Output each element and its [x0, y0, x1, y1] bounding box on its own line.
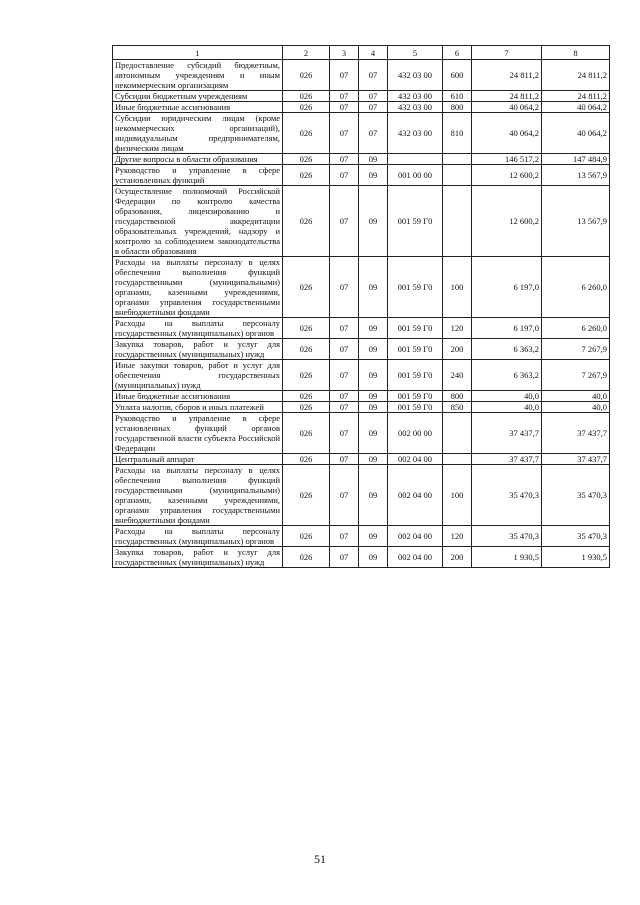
table-row — [113, 91, 610, 102]
expense-type-cell: 600 — [443, 60, 472, 91]
row-name-cell: Руководство и управление в сфере установленных функций — [113, 165, 283, 186]
ministry-code-cell: 026 — [283, 454, 330, 465]
column-header: 3 — [330, 46, 359, 60]
section-code-cell: 07 — [330, 413, 359, 454]
row-name-cell: Руководство и управление в сфере установленных функций органов государственной власти субъекта Российской Федерации — [113, 413, 283, 454]
target-item-cell: 002 04 00 — [388, 547, 443, 568]
subsection-code-cell: 09 — [359, 318, 388, 339]
ministry-code-cell: 026 — [283, 60, 330, 91]
ministry-code-cell: 026 — [283, 391, 330, 402]
ministry-code-cell: 026 — [283, 102, 330, 113]
ministry-code-cell: 026 — [283, 402, 330, 413]
section-code-cell: 07 — [330, 165, 359, 186]
expense-type-cell: 800 — [443, 391, 472, 402]
amount-year2-cell: 147 484,9 — [542, 154, 610, 165]
amount-year2-cell: 6 260,0 — [542, 318, 610, 339]
ministry-code-cell: 026 — [283, 165, 330, 186]
table-row — [113, 391, 610, 402]
subsection-code-cell: 09 — [359, 339, 388, 360]
amount-year1-cell: 35 470,3 — [472, 465, 542, 526]
amount-year2-cell: 40,0 — [542, 402, 610, 413]
amount-year2-cell: 7 267,9 — [542, 339, 610, 360]
amount-year1-cell: 1 930,5 — [472, 547, 542, 568]
ministry-code-cell: 026 — [283, 257, 330, 318]
expense-type-cell: 810 — [443, 113, 472, 154]
column-header: 4 — [359, 46, 388, 60]
row-name-cell: Осуществление полномочий Российской Федерации по контролю качества образования, лицензированию и государственной аккредитации образовательных учреждений, надзору и контролю за соблюдением законодательства в области образования — [113, 186, 283, 257]
budget-table — [112, 45, 610, 568]
section-code-cell: 07 — [330, 60, 359, 91]
amount-year1-cell: 24 811,2 — [472, 60, 542, 91]
table-row — [113, 257, 610, 318]
amount-year1-cell: 35 470,3 — [472, 526, 542, 547]
ministry-code-cell: 026 — [283, 339, 330, 360]
section-code-cell: 07 — [330, 257, 359, 318]
row-name-cell: Предоставление субсидий бюджетным, автономным учреждениям и иным некоммерческим организациям — [113, 60, 283, 91]
row-name-cell: Расходы на выплаты персоналу в целях обеспечения выполнения функций государственными (муниципальными) органами, казенными учреждениями, органами управления государственными внебюджетными фондами — [113, 257, 283, 318]
section-code-cell: 07 — [330, 454, 359, 465]
table-row — [113, 339, 610, 360]
amount-year1-cell: 40,0 — [472, 402, 542, 413]
expense-type-cell: 200 — [443, 547, 472, 568]
amount-year1-cell: 37 437,7 — [472, 454, 542, 465]
amount-year2-cell: 7 267,9 — [542, 360, 610, 391]
target-item-cell: 432 03 00 — [388, 60, 443, 91]
amount-year2-cell: 35 470,3 — [542, 465, 610, 526]
amount-year1-cell: 40,0 — [472, 391, 542, 402]
subsection-code-cell: 09 — [359, 526, 388, 547]
target-item-cell: 001 59 Г0 — [388, 257, 443, 318]
table-row — [113, 526, 610, 547]
subsection-code-cell: 09 — [359, 413, 388, 454]
column-header: 1 — [113, 46, 283, 60]
amount-year2-cell: 40 064,2 — [542, 113, 610, 154]
amount-year2-cell: 40 064,2 — [542, 102, 610, 113]
amount-year2-cell: 40,0 — [542, 391, 610, 402]
subsection-code-cell: 09 — [359, 360, 388, 391]
row-name-cell: Расходы на выплаты персоналу в целях обеспечения выполнения функций государственными (муниципальными) органами, казенными учреждениями, органами управления государственными внебюджетными фондами — [113, 465, 283, 526]
subsection-code-cell: 09 — [359, 257, 388, 318]
row-name-cell: Другие вопросы в области образования — [113, 154, 283, 165]
ministry-code-cell: 026 — [283, 360, 330, 391]
amount-year1-cell: 6 197,0 — [472, 318, 542, 339]
subsection-code-cell: 07 — [359, 113, 388, 154]
expense-type-cell: 800 — [443, 102, 472, 113]
amount-year1-cell: 6 363,2 — [472, 360, 542, 391]
expense-type-cell: 100 — [443, 257, 472, 318]
expense-type-cell — [443, 186, 472, 257]
table-row — [113, 547, 610, 568]
section-code-cell: 07 — [330, 402, 359, 413]
section-code-cell: 07 — [330, 526, 359, 547]
section-code-cell: 07 — [330, 547, 359, 568]
amount-year1-cell: 37 437,7 — [472, 413, 542, 454]
expense-type-cell: 200 — [443, 339, 472, 360]
row-name-cell: Центральный аппарат — [113, 454, 283, 465]
row-name-cell: Расходы на выплаты персоналу государственных (муниципальных) органов — [113, 318, 283, 339]
target-item-cell: 002 04 00 — [388, 526, 443, 547]
section-code-cell: 07 — [330, 360, 359, 391]
amount-year1-cell: 6 197,0 — [472, 257, 542, 318]
section-code-cell: 07 — [330, 186, 359, 257]
expense-type-cell: 120 — [443, 526, 472, 547]
row-name-cell: Субсидии бюджетным учреждениям — [113, 91, 283, 102]
subsection-code-cell: 09 — [359, 465, 388, 526]
amount-year2-cell: 37 437,7 — [542, 454, 610, 465]
table-row — [113, 318, 610, 339]
row-name-cell: Уплата налогов, сборов и иных платежей — [113, 402, 283, 413]
subsection-code-cell: 07 — [359, 91, 388, 102]
target-item-cell: 432 03 00 — [388, 113, 443, 154]
ministry-code-cell: 026 — [283, 413, 330, 454]
subsection-code-cell: 07 — [359, 60, 388, 91]
target-item-cell: 001 59 Г0 — [388, 339, 443, 360]
target-item-cell: 001 59 Г0 — [388, 391, 443, 402]
row-name-cell: Субсидии юридическим лицам (кроме некоммерческих организаций), индивидуальным предпринимателям, физическим лицам — [113, 113, 283, 154]
table-body — [113, 60, 610, 568]
column-header: 7 — [472, 46, 542, 60]
amount-year2-cell: 24 811,2 — [542, 60, 610, 91]
amount-year1-cell: 12 600,2 — [472, 165, 542, 186]
section-code-cell: 07 — [330, 318, 359, 339]
section-code-cell: 07 — [330, 465, 359, 526]
row-name-cell: Иные бюджетные ассигнования — [113, 102, 283, 113]
column-header: 6 — [443, 46, 472, 60]
expense-type-cell — [443, 165, 472, 186]
expense-type-cell — [443, 413, 472, 454]
expense-type-cell: 850 — [443, 402, 472, 413]
row-name-cell: Закупка товаров, работ и услуг для государственных (муниципальных) нужд — [113, 547, 283, 568]
table-row — [113, 413, 610, 454]
table-row — [113, 113, 610, 154]
amount-year2-cell: 24 811,2 — [542, 91, 610, 102]
target-item-cell — [388, 154, 443, 165]
table-row — [113, 454, 610, 465]
target-item-cell: 002 04 00 — [388, 465, 443, 526]
ministry-code-cell: 026 — [283, 113, 330, 154]
ministry-code-cell: 026 — [283, 547, 330, 568]
table-header-row — [113, 46, 610, 60]
expense-type-cell: 240 — [443, 360, 472, 391]
table-row — [113, 402, 610, 413]
ministry-code-cell: 026 — [283, 526, 330, 547]
subsection-code-cell: 09 — [359, 391, 388, 402]
amount-year2-cell: 6 260,0 — [542, 257, 610, 318]
table-row — [113, 465, 610, 526]
ministry-code-cell: 026 — [283, 186, 330, 257]
target-item-cell: 432 03 00 — [388, 91, 443, 102]
target-item-cell: 001 59 Г0 — [388, 402, 443, 413]
table-row — [113, 165, 610, 186]
expense-type-cell: 100 — [443, 465, 472, 526]
amount-year2-cell: 13 567,9 — [542, 165, 610, 186]
target-item-cell: 001 59 Г0 — [388, 318, 443, 339]
amount-year2-cell: 35 470,3 — [542, 526, 610, 547]
target-item-cell: 001 59 Г0 — [388, 186, 443, 257]
subsection-code-cell: 09 — [359, 154, 388, 165]
subsection-code-cell: 09 — [359, 165, 388, 186]
table-row — [113, 154, 610, 165]
table-row — [113, 102, 610, 113]
table-row — [113, 60, 610, 91]
section-code-cell: 07 — [330, 113, 359, 154]
expense-type-cell — [443, 454, 472, 465]
row-name-cell: Расходы на выплаты персоналу государственных (муниципальных) органов — [113, 526, 283, 547]
target-item-cell: 432 03 00 — [388, 102, 443, 113]
subsection-code-cell: 09 — [359, 547, 388, 568]
section-code-cell: 07 — [330, 91, 359, 102]
ministry-code-cell: 026 — [283, 465, 330, 526]
subsection-code-cell: 09 — [359, 402, 388, 413]
section-code-cell: 07 — [330, 391, 359, 402]
amount-year2-cell: 37 437,7 — [542, 413, 610, 454]
table-row — [113, 186, 610, 257]
section-code-cell: 07 — [330, 102, 359, 113]
section-code-cell: 07 — [330, 154, 359, 165]
target-item-cell: 002 00 00 — [388, 413, 443, 454]
page-number: 51 — [314, 852, 326, 866]
expense-type-cell — [443, 154, 472, 165]
amount-year1-cell: 24 811,2 — [472, 91, 542, 102]
amount-year2-cell: 1 930,5 — [542, 547, 610, 568]
column-header: 2 — [283, 46, 330, 60]
table-row — [113, 360, 610, 391]
ministry-code-cell: 026 — [283, 318, 330, 339]
target-item-cell: 001 59 Г0 — [388, 360, 443, 391]
expense-type-cell: 120 — [443, 318, 472, 339]
subsection-code-cell: 09 — [359, 186, 388, 257]
expense-type-cell: 610 — [443, 91, 472, 102]
amount-year1-cell: 146 517,2 — [472, 154, 542, 165]
ministry-code-cell: 026 — [283, 91, 330, 102]
subsection-code-cell: 07 — [359, 102, 388, 113]
section-code-cell: 07 — [330, 339, 359, 360]
amount-year2-cell: 13 567,9 — [542, 186, 610, 257]
amount-year1-cell: 12 600,2 — [472, 186, 542, 257]
amount-year1-cell: 40 064,2 — [472, 113, 542, 154]
ministry-code-cell: 026 — [283, 154, 330, 165]
row-name-cell: Закупка товаров, работ и услуг для государственных (муниципальных) нужд — [113, 339, 283, 360]
amount-year1-cell: 6 363,2 — [472, 339, 542, 360]
target-item-cell: 001 00 00 — [388, 165, 443, 186]
subsection-code-cell: 09 — [359, 454, 388, 465]
row-name-cell: Иные бюджетные ассигнования — [113, 391, 283, 402]
column-header: 5 — [388, 46, 443, 60]
column-header: 8 — [542, 46, 610, 60]
amount-year1-cell: 40 064,2 — [472, 102, 542, 113]
row-name-cell: Иные закупки товаров, работ и услуг для обеспечения государственных (муниципальных) нужд — [113, 360, 283, 391]
target-item-cell: 002 04 00 — [388, 454, 443, 465]
